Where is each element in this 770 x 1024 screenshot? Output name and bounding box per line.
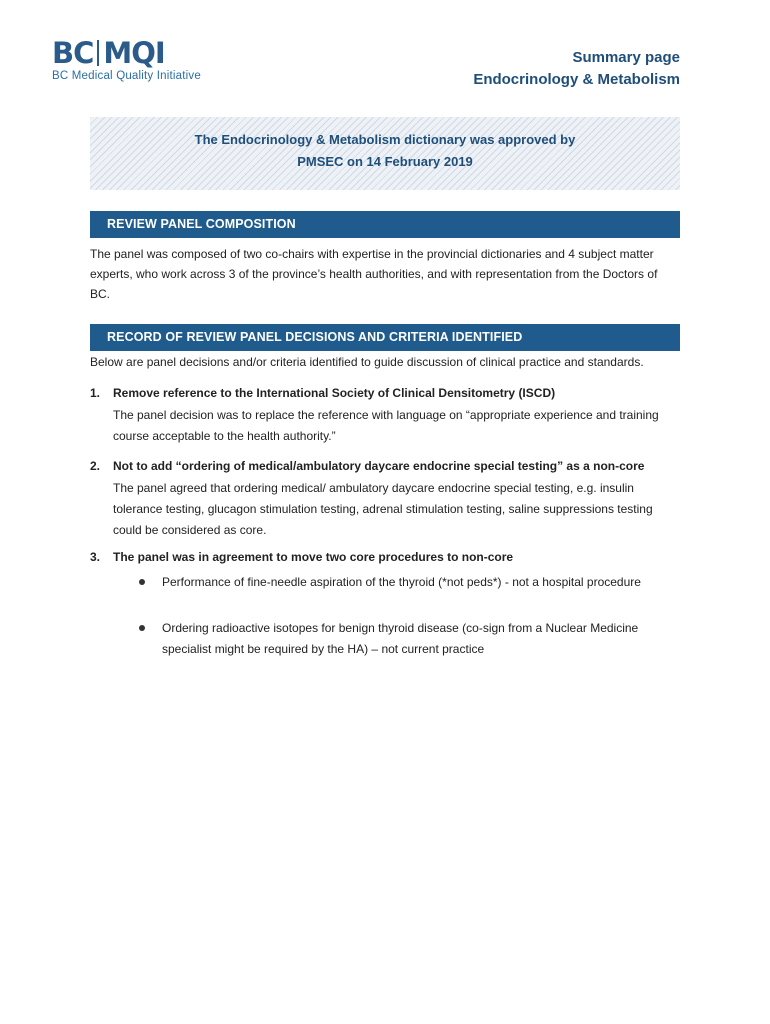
- page-header: [473, 47, 680, 91]
- decision-item-2-heading: [90, 456, 690, 476]
- bullet-icon: [139, 579, 145, 585]
- logo-subtitle: BC Medical Quality Initiative: [52, 70, 201, 82]
- logo-mqi: MQI: [103, 36, 165, 70]
- composition-body: The panel was composed of two co-chairs with expertise in the provincial dictionaries and 4 subject matter experts, who work across 3 of the province’s health authorities, and with representation from the Doctors of BC.: [90, 247, 658, 301]
- decision-item-3-title: The panel was in agreement to move two core procedures to non-core: [113, 550, 514, 564]
- approval-banner: [90, 117, 680, 190]
- decision-item-1-title: Remove reference to the International Society of Clinical Densitometry (ISCD): [113, 386, 556, 400]
- decision-item-2-body: The panel agreed that ordering medical/ ambulatory daycare endocrine special testing, e.g. insulin tolerance testing, glucagon stimulation testing, adrenal stimulation testing, saline suppressions testing could be considered as core.: [113, 481, 653, 537]
- header-line-2: Endocrinology & Metabolism: [473, 71, 680, 88]
- decision-item-1-heading: [90, 383, 690, 403]
- decision-item-2-number: 2.: [90, 459, 101, 473]
- decision-item-1-body: The panel decision was to replace the reference with language on “appropriate experience and training course acceptable to the health authority.”: [113, 408, 659, 443]
- logo-mark: [52, 38, 201, 68]
- decision-item-3-number: 3.: [90, 550, 101, 564]
- decision-item-2-title: Not to add “ordering of medical/ambulatory daycare endocrine special testing” as a non-core: [113, 459, 645, 473]
- section-header-composition: REVIEW PANEL COMPOSITION: [90, 211, 680, 238]
- header-line-1: Summary page: [572, 49, 680, 66]
- decision-item-3-bullet-1: [139, 572, 679, 593]
- decision-item-3-heading: [90, 547, 690, 567]
- bullet-icon: [139, 625, 145, 631]
- logo-divider: [97, 40, 99, 66]
- decision-item-3-bullet-2: [139, 618, 679, 660]
- section-header-decisions: RECORD OF REVIEW PANEL DECISIONS AND CRITERIA IDENTIFIED: [90, 324, 680, 351]
- decision-item-1-number: 1.: [90, 386, 101, 400]
- bullet-text: Performance of fine-needle aspiration of the thyroid (*not peds*) - not a hospital procedure: [162, 575, 641, 589]
- approval-text: The Endocrinology & Metabolism dictionary was approved by PMSEC on 14 February 2019: [194, 132, 576, 169]
- bcmqi-logo: [52, 38, 201, 82]
- bullet-text: Ordering radioactive isotopes for benign thyroid disease (co-sign from a Nuclear Medicine specialist might be required by the HA) – not current practice: [162, 621, 639, 656]
- decisions-intro: Below are panel decisions and/or criteria identified to guide discussion of clinical practice and standards.: [90, 355, 644, 369]
- logo-bc: BC: [52, 36, 94, 70]
